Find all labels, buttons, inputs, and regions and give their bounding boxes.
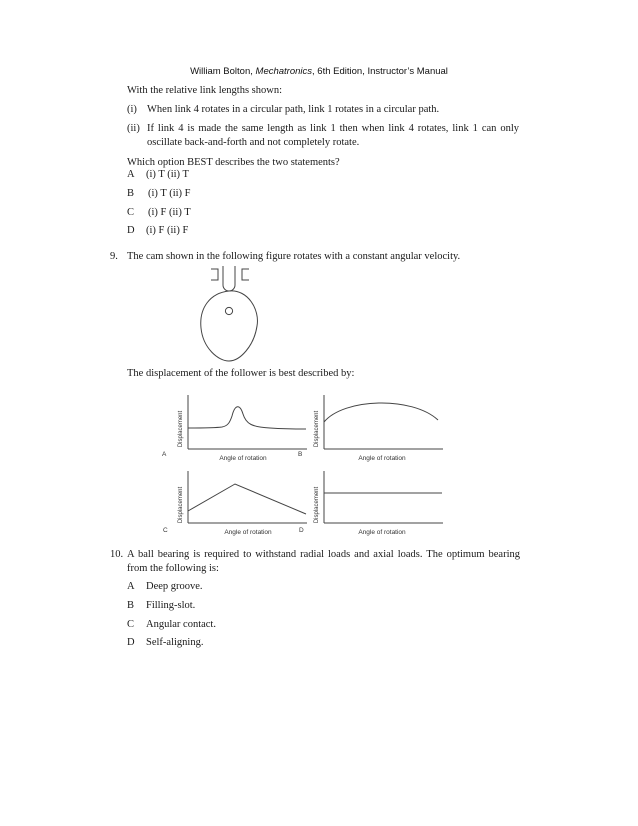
q9-prompt: The displacement of the follower is best described by:	[127, 368, 355, 379]
header-author: William Bolton,	[190, 66, 256, 77]
q8-statement-1-number: (i)	[127, 104, 137, 115]
q10-option-a-text: Deep groove.	[146, 581, 203, 592]
q10-option-c-text: Angular contact.	[146, 619, 216, 630]
q10-text-line-1: A ball bearing is required to withstand radial loads and axial loads. The optimum bearing	[127, 549, 520, 560]
running-header	[0, 66, 638, 77]
graph-d	[296, 468, 446, 540]
graph-c-curve	[188, 484, 306, 514]
graph-a-xlabel: Angle of rotation	[219, 455, 267, 462]
q8-option-b-text: (i) T (ii) F	[148, 188, 191, 199]
graph-d-letter: D	[299, 527, 304, 534]
q8-question: Which option BEST describes the two statements?	[127, 157, 340, 168]
right-follower-guide	[242, 269, 249, 280]
q9-text: The cam shown in the following figure rotates with a constant angular velocity.	[127, 251, 461, 262]
q8-statement-1: When link 4 rotates in a circular path, link 1 rotates in a circular path.	[147, 104, 440, 115]
q8-intro: With the relative link lengths shown:	[127, 85, 283, 96]
header-edition: , 6th Edition, Instructor’s Manual	[312, 66, 448, 77]
graph-b	[296, 392, 446, 467]
q8-option-a-letter: A	[127, 169, 135, 180]
left-follower-guide	[211, 269, 218, 280]
cam-figure	[196, 266, 266, 366]
q8-statement-2-line-2: oscillate back-and-forth and not completely rotate.	[147, 137, 360, 148]
graph-c-xlabel: Angle of rotation	[224, 529, 272, 536]
q8-statement-2-line-1: If link 4 is made the same length as link 1 then when link 4 rotates, link 1 can only	[147, 123, 519, 134]
q10-option-d-text: Self-aligning.	[146, 637, 204, 648]
graph-c-letter: C	[163, 527, 168, 534]
q10-text-line-2: from the following is:	[127, 563, 219, 574]
q10-option-c-letter: C	[127, 619, 135, 630]
q8-option-d-text: (i) F (ii) F	[146, 225, 189, 236]
graph-a-ylabel: Displacement	[178, 410, 184, 448]
q8-option-d-letter: D	[127, 225, 135, 236]
graph-d-xlabel: Angle of rotation	[358, 529, 406, 536]
graph-b-xlabel: Angle of rotation	[358, 455, 406, 462]
q10-option-d-letter: D	[127, 637, 135, 648]
cam-profile	[201, 291, 258, 361]
q8-statement-2-number: (ii)	[127, 123, 140, 134]
graph-c-ylabel: Displacement	[178, 486, 184, 524]
q8-option-a-text: (i) T (ii) T	[146, 169, 189, 180]
q10-number: 10.	[110, 549, 124, 560]
graph-d-ylabel: Displacement	[314, 486, 320, 524]
q8-option-c-letter: C	[127, 207, 135, 218]
graph-b-ylabel: Displacement	[314, 410, 320, 448]
header-book-title: Mechatronics	[255, 66, 313, 77]
graph-b-letter: B	[298, 451, 303, 458]
graph-a-letter: A	[162, 451, 167, 458]
q10-option-b-letter: B	[127, 600, 135, 611]
q10-option-a-letter: A	[127, 581, 135, 592]
q9-number: 9.	[110, 251, 118, 262]
q8-option-c-text: (i) F (ii) T	[148, 207, 191, 218]
q8-option-b-letter: B	[127, 188, 135, 199]
graph-a	[160, 392, 310, 467]
cam-follower	[223, 266, 235, 291]
q10-option-b-text: Filling-slot.	[146, 600, 196, 611]
graph-b-curve	[324, 403, 438, 422]
graph-c	[160, 468, 310, 540]
graph-a-curve	[188, 407, 306, 429]
cam-shaft	[225, 307, 232, 314]
